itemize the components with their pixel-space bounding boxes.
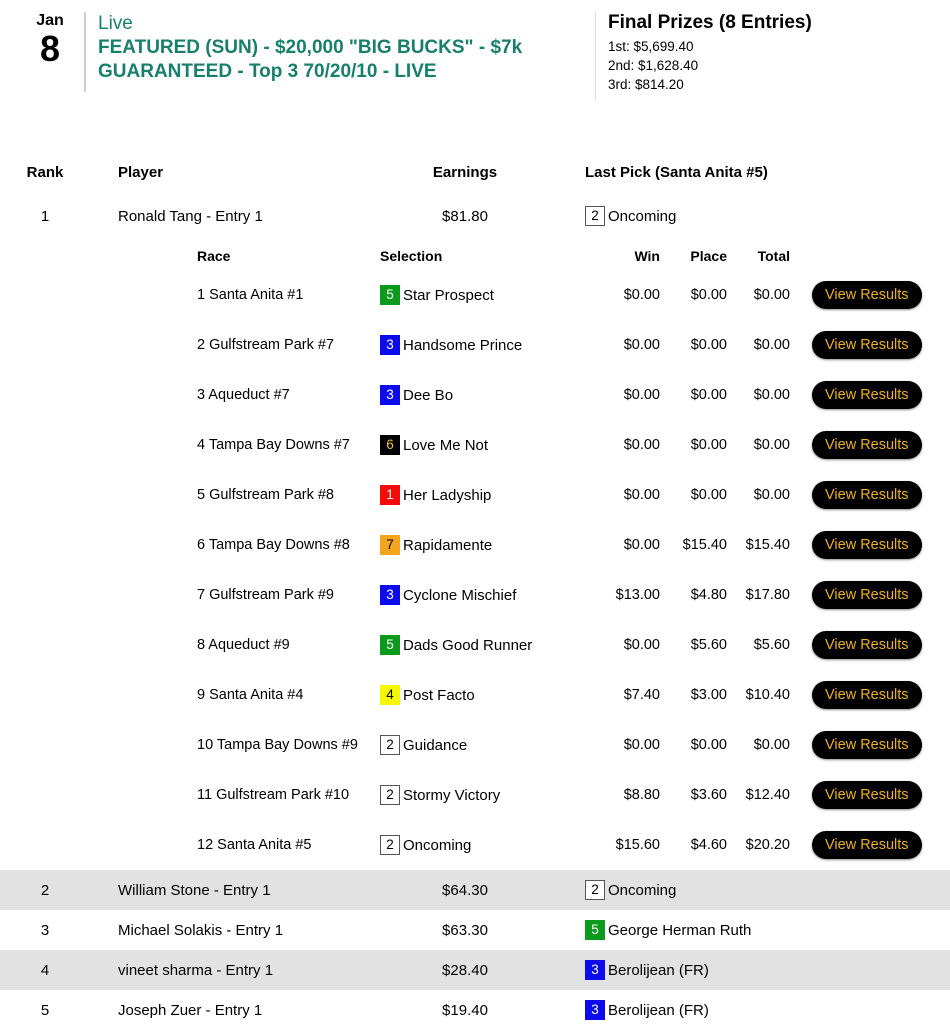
race-name: 11 Gulfstream Park #10	[197, 787, 350, 803]
place-amount: $0.00	[690, 337, 727, 353]
race-name: 5 Gulfstream Park #8	[197, 487, 334, 503]
leaderboard-row-2[interactable]	[0, 870, 950, 910]
selection-header: Selection	[380, 248, 443, 264]
saddle-cloth-badge: 5	[380, 285, 400, 305]
race-row	[197, 620, 950, 670]
player-name: Joseph Zuer - Entry 1	[118, 1001, 263, 1019]
place-amount: $0.00	[690, 737, 727, 753]
saddle-cloth-badge: 2	[380, 735, 400, 755]
earnings-header: Earnings	[432, 163, 498, 181]
race-row	[197, 570, 950, 620]
win-amount: $0.00	[623, 337, 660, 353]
horse-name: Love Me Not	[403, 436, 489, 454]
saddle-cloth-badge: 3	[380, 335, 400, 355]
race-row	[197, 770, 950, 820]
horse-name: Her Ladyship	[403, 486, 492, 504]
pick-horse-name: Oncoming	[608, 881, 677, 899]
view-results-button[interactable]: View Results	[812, 681, 922, 709]
race-name: 2 Gulfstream Park #7	[197, 337, 334, 353]
contest-date	[28, 10, 72, 67]
race-name: 3 Aqueduct #7	[197, 387, 290, 403]
race-name: 1 Santa Anita #1	[197, 287, 304, 303]
entry-details	[0, 242, 950, 870]
view-results-button[interactable]: View Results	[812, 831, 922, 859]
horse-name: Rapidamente	[403, 536, 493, 554]
race-row	[197, 370, 950, 420]
details-header	[197, 242, 950, 270]
win-amount: $0.00	[623, 437, 660, 453]
pick-horse-name: George Herman Ruth	[608, 921, 752, 939]
total-amount: $12.40	[745, 787, 790, 803]
saddle-cloth-badge: 2	[380, 785, 400, 805]
win-amount: $0.00	[623, 537, 660, 553]
place-amount: $0.00	[690, 487, 727, 503]
leaderboard-row-3[interactable]	[0, 910, 950, 950]
view-results-button[interactable]: View Results	[812, 381, 922, 409]
race-name: 10 Tampa Bay Downs #9	[197, 737, 358, 753]
horse-name: Dee Bo	[403, 386, 454, 404]
last-pick-header: Last Pick (Santa Anita #5)	[585, 163, 768, 181]
place-amount: $3.60	[690, 787, 727, 803]
rank-header: Rank	[26, 163, 64, 181]
saddle-cloth-badge: 2	[585, 206, 605, 226]
race-row	[197, 520, 950, 570]
win-amount: $7.40	[623, 687, 660, 703]
horse-name: Post Facto	[403, 686, 475, 704]
race-name: 7 Gulfstream Park #9	[197, 587, 334, 603]
total-amount: $5.60	[753, 637, 790, 653]
race-row	[197, 270, 950, 320]
place-header: Place	[690, 248, 727, 264]
race-name: 8 Aqueduct #9	[197, 637, 290, 653]
view-results-button[interactable]: View Results	[812, 731, 922, 759]
live-status: Live	[98, 13, 133, 34]
saddle-cloth-badge: 5	[380, 635, 400, 655]
event-info	[98, 10, 576, 85]
pick-horse-name: Oncoming	[608, 207, 677, 225]
horse-name: Cyclone Mischief	[403, 586, 517, 604]
view-results-button[interactable]: View Results	[812, 331, 922, 359]
win-amount: $15.60	[615, 837, 660, 853]
win-amount: $0.00	[623, 737, 660, 753]
saddle-cloth-badge: 2	[585, 880, 605, 900]
prize-second: 2nd: $1,628.40	[608, 57, 699, 73]
horse-name: Handsome Prince	[403, 336, 523, 354]
win-amount: $0.00	[623, 387, 660, 403]
player-name: William Stone - Entry 1	[118, 881, 271, 899]
total-amount: $0.00	[753, 487, 790, 503]
prize-third: 3rd: $814.20	[608, 76, 684, 92]
total-amount: $0.00	[753, 337, 790, 353]
earnings-value: $64.30	[442, 881, 488, 899]
race-row	[197, 720, 950, 770]
view-results-button[interactable]: View Results	[812, 581, 922, 609]
win-amount: $13.00	[615, 587, 660, 603]
saddle-cloth-badge: 3	[585, 1000, 605, 1020]
saddle-cloth-badge: 5	[585, 920, 605, 940]
horse-name: Oncoming	[403, 836, 472, 854]
total-amount: $0.00	[753, 387, 790, 403]
total-amount: $10.40	[745, 687, 790, 703]
player-name: Michael Solakis - Entry 1	[118, 921, 284, 939]
race-name: 6 Tampa Bay Downs #8	[197, 537, 350, 553]
race-name: 9 Santa Anita #4	[197, 687, 304, 703]
race-name: 12 Santa Anita #5	[197, 837, 312, 853]
player-header: Player	[118, 163, 164, 181]
place-amount: $4.60	[690, 837, 727, 853]
place-amount: $0.00	[690, 387, 727, 403]
total-amount: $15.40	[745, 537, 790, 553]
saddle-cloth-badge: 3	[585, 960, 605, 980]
race-row	[197, 670, 950, 720]
rank-value: 4	[40, 961, 50, 979]
horse-name: Stormy Victory	[403, 786, 501, 804]
earnings-value: $81.80	[442, 207, 488, 225]
race-name: 4 Tampa Bay Downs #7	[197, 437, 350, 453]
view-results-button[interactable]: View Results	[812, 781, 922, 809]
rank-value: 2	[40, 881, 50, 899]
place-amount: $15.40	[682, 537, 727, 553]
place-amount: $0.00	[690, 287, 727, 303]
rank-value: 5	[40, 1001, 50, 1019]
total-amount: $0.00	[753, 287, 790, 303]
horse-name: Dads Good Runner	[403, 636, 533, 654]
prize-first: 1st: $5,699.40	[608, 38, 694, 54]
view-results-button[interactable]: View Results	[812, 431, 922, 459]
earnings-value: $63.30	[442, 921, 488, 939]
earnings-value: $19.40	[442, 1001, 488, 1019]
rank-value: 3	[40, 921, 50, 939]
leaderboard-header	[0, 160, 950, 184]
final-prizes	[595, 12, 950, 100]
total-amount: $0.00	[753, 437, 790, 453]
pick-horse-name: Berolijean (FR)	[608, 961, 709, 979]
total-header: Total	[757, 248, 790, 264]
win-amount: $0.00	[623, 487, 660, 503]
total-amount: $0.00	[753, 737, 790, 753]
place-amount: $5.60	[690, 637, 727, 653]
view-results-button[interactable]: View Results	[812, 531, 922, 559]
total-amount: $17.80	[745, 587, 790, 603]
view-results-button[interactable]: View Results	[812, 281, 922, 309]
race-row	[197, 420, 950, 470]
leaderboard-rows	[0, 870, 950, 1030]
win-amount: $0.00	[623, 287, 660, 303]
pick-horse-name: Berolijean (FR)	[608, 1001, 709, 1019]
win-amount: $0.00	[623, 637, 660, 653]
horse-name: Guidance	[403, 736, 468, 754]
contest-header	[0, 0, 950, 118]
date-divider	[84, 12, 86, 92]
saddle-cloth-badge: 2	[380, 835, 400, 855]
view-results-button[interactable]: View Results	[812, 631, 922, 659]
place-amount: $0.00	[690, 437, 727, 453]
player-name: Ronald Tang - Entry 1	[118, 207, 263, 225]
saddle-cloth-badge: 6	[380, 435, 400, 455]
player-name: vineet sharma - Entry 1	[118, 961, 274, 979]
saddle-cloth-badge: 3	[380, 585, 400, 605]
saddle-cloth-badge: 3	[380, 385, 400, 405]
leaderboard-row-4[interactable]	[0, 950, 950, 990]
win-amount: $8.80	[623, 787, 660, 803]
win-header: Win	[634, 248, 660, 264]
date-day: 8	[39, 27, 61, 69]
leaderboard-row-5[interactable]	[0, 990, 950, 1030]
place-amount: $3.00	[690, 687, 727, 703]
place-amount: $4.80	[690, 587, 727, 603]
rank-value: 1	[40, 207, 50, 225]
race-row	[197, 320, 950, 370]
saddle-cloth-badge: 4	[380, 685, 400, 705]
earnings-value: $28.40	[442, 961, 488, 979]
horse-name: Star Prospect	[403, 286, 494, 304]
date-month: Jan	[36, 12, 64, 29]
race-row	[197, 470, 950, 520]
leaderboard-row-1[interactable]	[0, 196, 950, 236]
event-title: FEATURED (SUN) - $20,000 "BIG BUCKS" - $7k GUARANTEED - Top 3 70/20/10 - LIVE	[98, 36, 523, 83]
saddle-cloth-badge: 7	[380, 535, 400, 555]
saddle-cloth-badge: 1	[380, 485, 400, 505]
race-header: Race	[197, 248, 231, 264]
total-amount: $20.20	[745, 837, 790, 853]
race-row	[197, 820, 950, 870]
prizes-title: Final Prizes (8 Entries)	[608, 12, 812, 33]
view-results-button[interactable]: View Results	[812, 481, 922, 509]
